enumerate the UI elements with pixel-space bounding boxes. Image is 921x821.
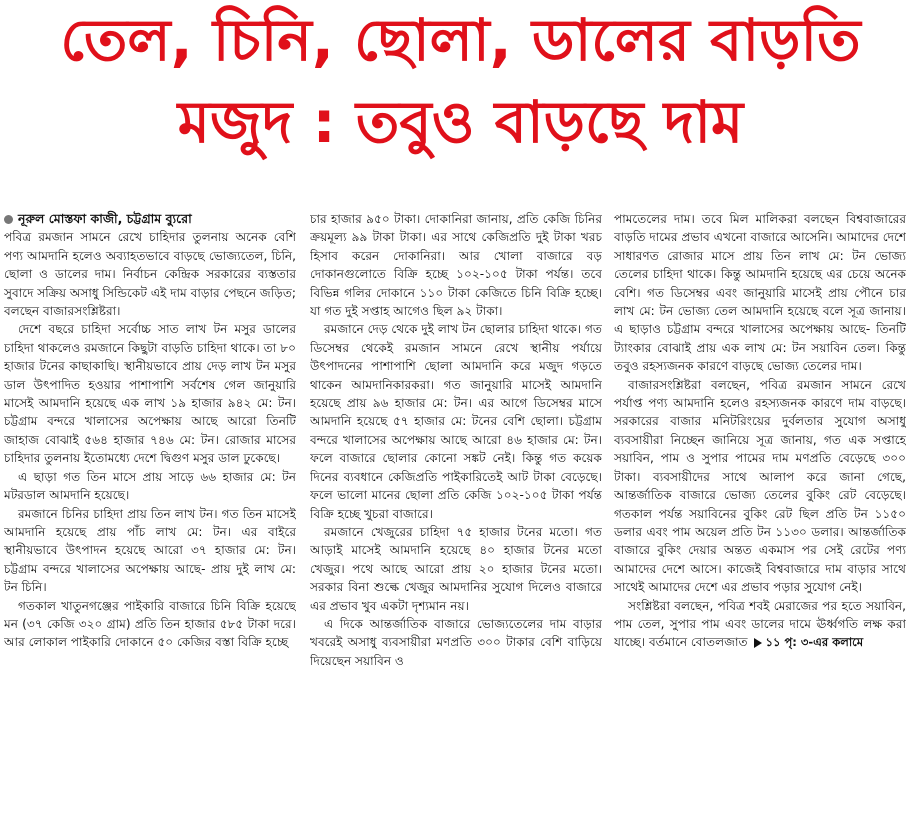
headline-line-1: তেল, চিনি, ছোলা, ডালের বাড়তি [60,6,861,74]
paragraph: রমজানে দেড় থেকে দুই লাখ টন ছোলার চাহিদা থাকে। গত ডিসেম্বর থেকেই রমজান সামনে রেখে স্থানীয় পর্যায়ে উৎপাদনের পাশাপাশি ছোলা আমদানি করে মজুদ গড়তে থাকেন আমদানিকারকরা। গত জানুয়ারি মাসেই আমদানি হয়েছে প্রায় ৯৬ হাজার মে: টন। এর আগে ডিসেম্বর মাসে আমদানি হয়েছে ৫৭ হাজার মে: টনের বেশি ছোলা। চট্টগ্রাম বন্দরে খালাসের অপেক্ষায় আছে আরো ৪৬ হাজার মে: টন। ফলে বাজারে ছোলার কোনো সঙ্কট নেই। কিন্তু গত কয়েক দিনের ব্যবধানে কেজিপ্রতি পাইকারিতেই আট টাকা বেড়েছে। ফলে ভালো মানের ছোলা প্রতি কেজি ১০২-১০৫ টাকা পর্যন্ত বিক্রি হচ্ছে খুচরা বাজারে। [310,322,602,521]
paragraph: বাজারসংশ্লিষ্টরা বলছেন, পবিত্র রমজান সামনে রেখে পর্যাপ্ত পণ্য আমদানি হলেও রহস্যজনক কারণে দাম বাড়ছে। সরকারের বাজার মনিটরিংয়ের দুর্বলতার সুযোগ অসাধু ব্যবসায়ীরা নিচ্ছেন জানিয়ে সূত্র জানায়, গত এক সপ্তাহে সয়াবিন, পাম ও সুপার পামের দাম মণপ্রতি বেড়েছে ৩০০ টাকা। ব্যবসায়ীদের সাথে আলাপ করে জানা গেছে, আন্তর্জাতিক বাজারে ভোজ্য তেলের বুকিং রেট বেড়েছে। গতকাল পর্যন্ত সয়াবিনের বুকিং রেট ছিল প্রতি টন ১১৫০ ডলার এবং পাম অয়েল প্রতি টন ১১৩০ ডলার। আন্তর্জাতিক বাজারে বুকিং দেয়ার অন্তত একমাস পর সেই রেটের পণ্য আমাদের দেশে আসে। কাজেই বিশ্ববাজারে দাম বাড়ার সাথে সাথেই আমাদের দেশে এর প্রভাব পড়ার সুযোগ নেই। [614,377,906,595]
paragraph: পবিত্র রমজান সামনে রেখে চাহিদার তুলনায় অনেক বেশি পণ্য আমদানি হলেও অব্যাহতভাবে বাড়ছে ভোজ্যতেল, চিনি, ছোলা ও ডালের দাম। নির্বাচন কেন্দ্রিক সরকারের ব্যস্ততার সুবাদে সক্রিয় অসাধু সিন্ডিকেট এই দাম বাড়ার পেছনে জড়িত; বলছেন বাজারসংশ্লিষ্টরা। [4,230,296,319]
paragraph-text: সংশ্লিষ্টরা বলছেন, পবিত্র শবই মেরাজের পর হতে সয়াবিন, পাম তেল, সুপার পাম এবং ডালের দামে ঊর্ধ্বগতি লক্ষ করা যাচ্ছে। বর্তমানে বোতলজাত [614,598,906,650]
paragraph: রমজানে খেজুরের চাহিদা ৭৫ হাজার টনের মতো। গত আড়াই মাসেই আমদানি হয়েছে ৪০ হাজার টনের মতো খেজুর। পথে আছে আরো প্রায় ২০ হাজার টনের মতো। সরকার বিনা শুল্কে খেজুর আমদানির সুযোগ দিলেও বাজারে এর প্রভাব খুব একটা দৃশ্যমান নয়। [310,524,602,613]
byline [4,210,296,228]
paragraph: রমজানে চিনির চাহিদা প্রায় তিন লাখ টন। গত তিন মাসেই আমদানি হয়েছে প্রায় পাঁচ লাখ মে: টন। এর বাইরে স্থানীয়ভাবে উৎপাদন হয়েছে আরো ৩৭ হাজার মে: টন। চট্টগ্রাম বন্দরে খালাসের অপেক্ষায় আছে- প্রায় দুই লাখ মে: টন চিনি। [4,506,296,595]
paragraph: চার হাজার ৯৫০ টাকা। দোকানিরা জানায়, প্রতি কেজি চিনির ক্রয়মূল্য ৯৯ টাকা টাকা। এর সাথে কেজিপ্রতি দুই টাকা খরচ হিসাব করেন দোকানিরা। আর খোলা বাজারে বড় দোকানগুলোতে বিক্রি হচ্ছে ১০২-১০৫ টাকা পর্যন্ত। তবে বিভিন্ন গলির দোকানে ১১০ টাকা কেজিতে চিনি বিক্রি হচ্ছে। যা গত দুই সপ্তাহ আগেও ছিল ৯২ টাকা। [310,212,602,319]
paragraph: গতকাল খাতুনগঞ্জের পাইকারি বাজারে চিনি বিক্রি হয়েছে মন (৩৭ কেজি ৩২০ গ্রাম) প্রতি তিন হাজার ৫৮৫ টাকা দরে। আর লোকাল পাইকারি দোকানে ৫০ কেজির বস্তা বিক্রি হচ্ছে [4,598,296,650]
paragraph: এ দিকে আন্তর্জাতিক বাজারে ভোজ্যতেলের দাম বাড়ার খবরেই অসাধু ব্যবসায়ীরা মণপ্রতি ৩০০ টাকার বেশি বাড়িয়ে দিয়েছেন সয়াবিন ও [310,616,602,668]
paragraph [614,597,906,652]
article-column-3 [614,210,906,815]
paragraph: এ ছাড়া গত তিন মাসে প্রায় সাড়ে ৬৬ হাজার মে: টন মটরডাল আমদানি হয়েছে। [4,469,296,503]
byline-text: নূরুল মোস্তফা কাজী, চট্টগ্রাম ব্যুরো [18,211,192,226]
jump-label: ১১ পৃ: ৩-এর কলামে [765,635,864,650]
headline-line-2: মজুদ : তবুও বাড়ছে দাম [177,88,744,156]
paragraph: দেশে বছরে চাহিদা সর্বোচ্চ সাত লাখ টন মসুর ডালের চাহিদা থাকলেও রমজানে কিছুটা বাড়তি চাহিদা থাকে। তা ৮০ হাজার টনের কাছাকাছি। স্থানীয়ভাবে প্রায় দেড় লাখ টন মসুর ডাল উৎপাদিত হওয়ার পাশাপাশি সর্বশেষ গেল জানুয়ারি মাসেই আমদানি হয়েছে এক লাখ ১৯ হাজার ৯৪২ মে: টন। চট্টগ্রাম বন্দরে খালাসের অপেক্ষায় আছে আরো তিনটি জাহাজ বোঝাই ৫৬৪ হাজার ৭৪৬ মে: টন। রোজার মাসের চাহিদার তুলনায় ইতোমধ্যে দেশে দ্বিগুণ মসুর ডাল ঢুকেছে। [4,322,296,466]
article-column-2 [310,210,602,815]
bullet-icon [4,215,13,224]
continue-arrow-icon [754,638,762,648]
article-column-1 [4,210,296,815]
paragraph: পামতেলের দাম। তবে মিল মালিকরা বলছেন বিশ্ববাজারের বাড়তি দামের প্রভাব এখনো বাজারে আসেনি। আমাদের দেশে সাধারণত রোজার মাসে প্রায় তিন লাখ মে: টন ভোজ্য তেলের চাহিদা থাকে। কিন্তু আমদানি হয়েছে এর চেয়ে অনেক বেশি। গত ডিসেম্বর এবং জানুয়ারি মাসেই প্রায় পৌনে চার লাখ মে: টন ভোজ্য তেল আমদানি হয়েছে বলে সূত্র জানায়। এ ছাড়াও চট্টগ্রাম বন্দরে খালাসের অপেক্ষায় আছে- তিনটি ট্যাংকার বোঝাই প্রায় এক লাখ মে: টন সয়াবিন তেল। কিন্তু তবুও রহস্যজনক কারণে বাড়ছে ভোজ্য তেলের দাম। [614,212,906,374]
